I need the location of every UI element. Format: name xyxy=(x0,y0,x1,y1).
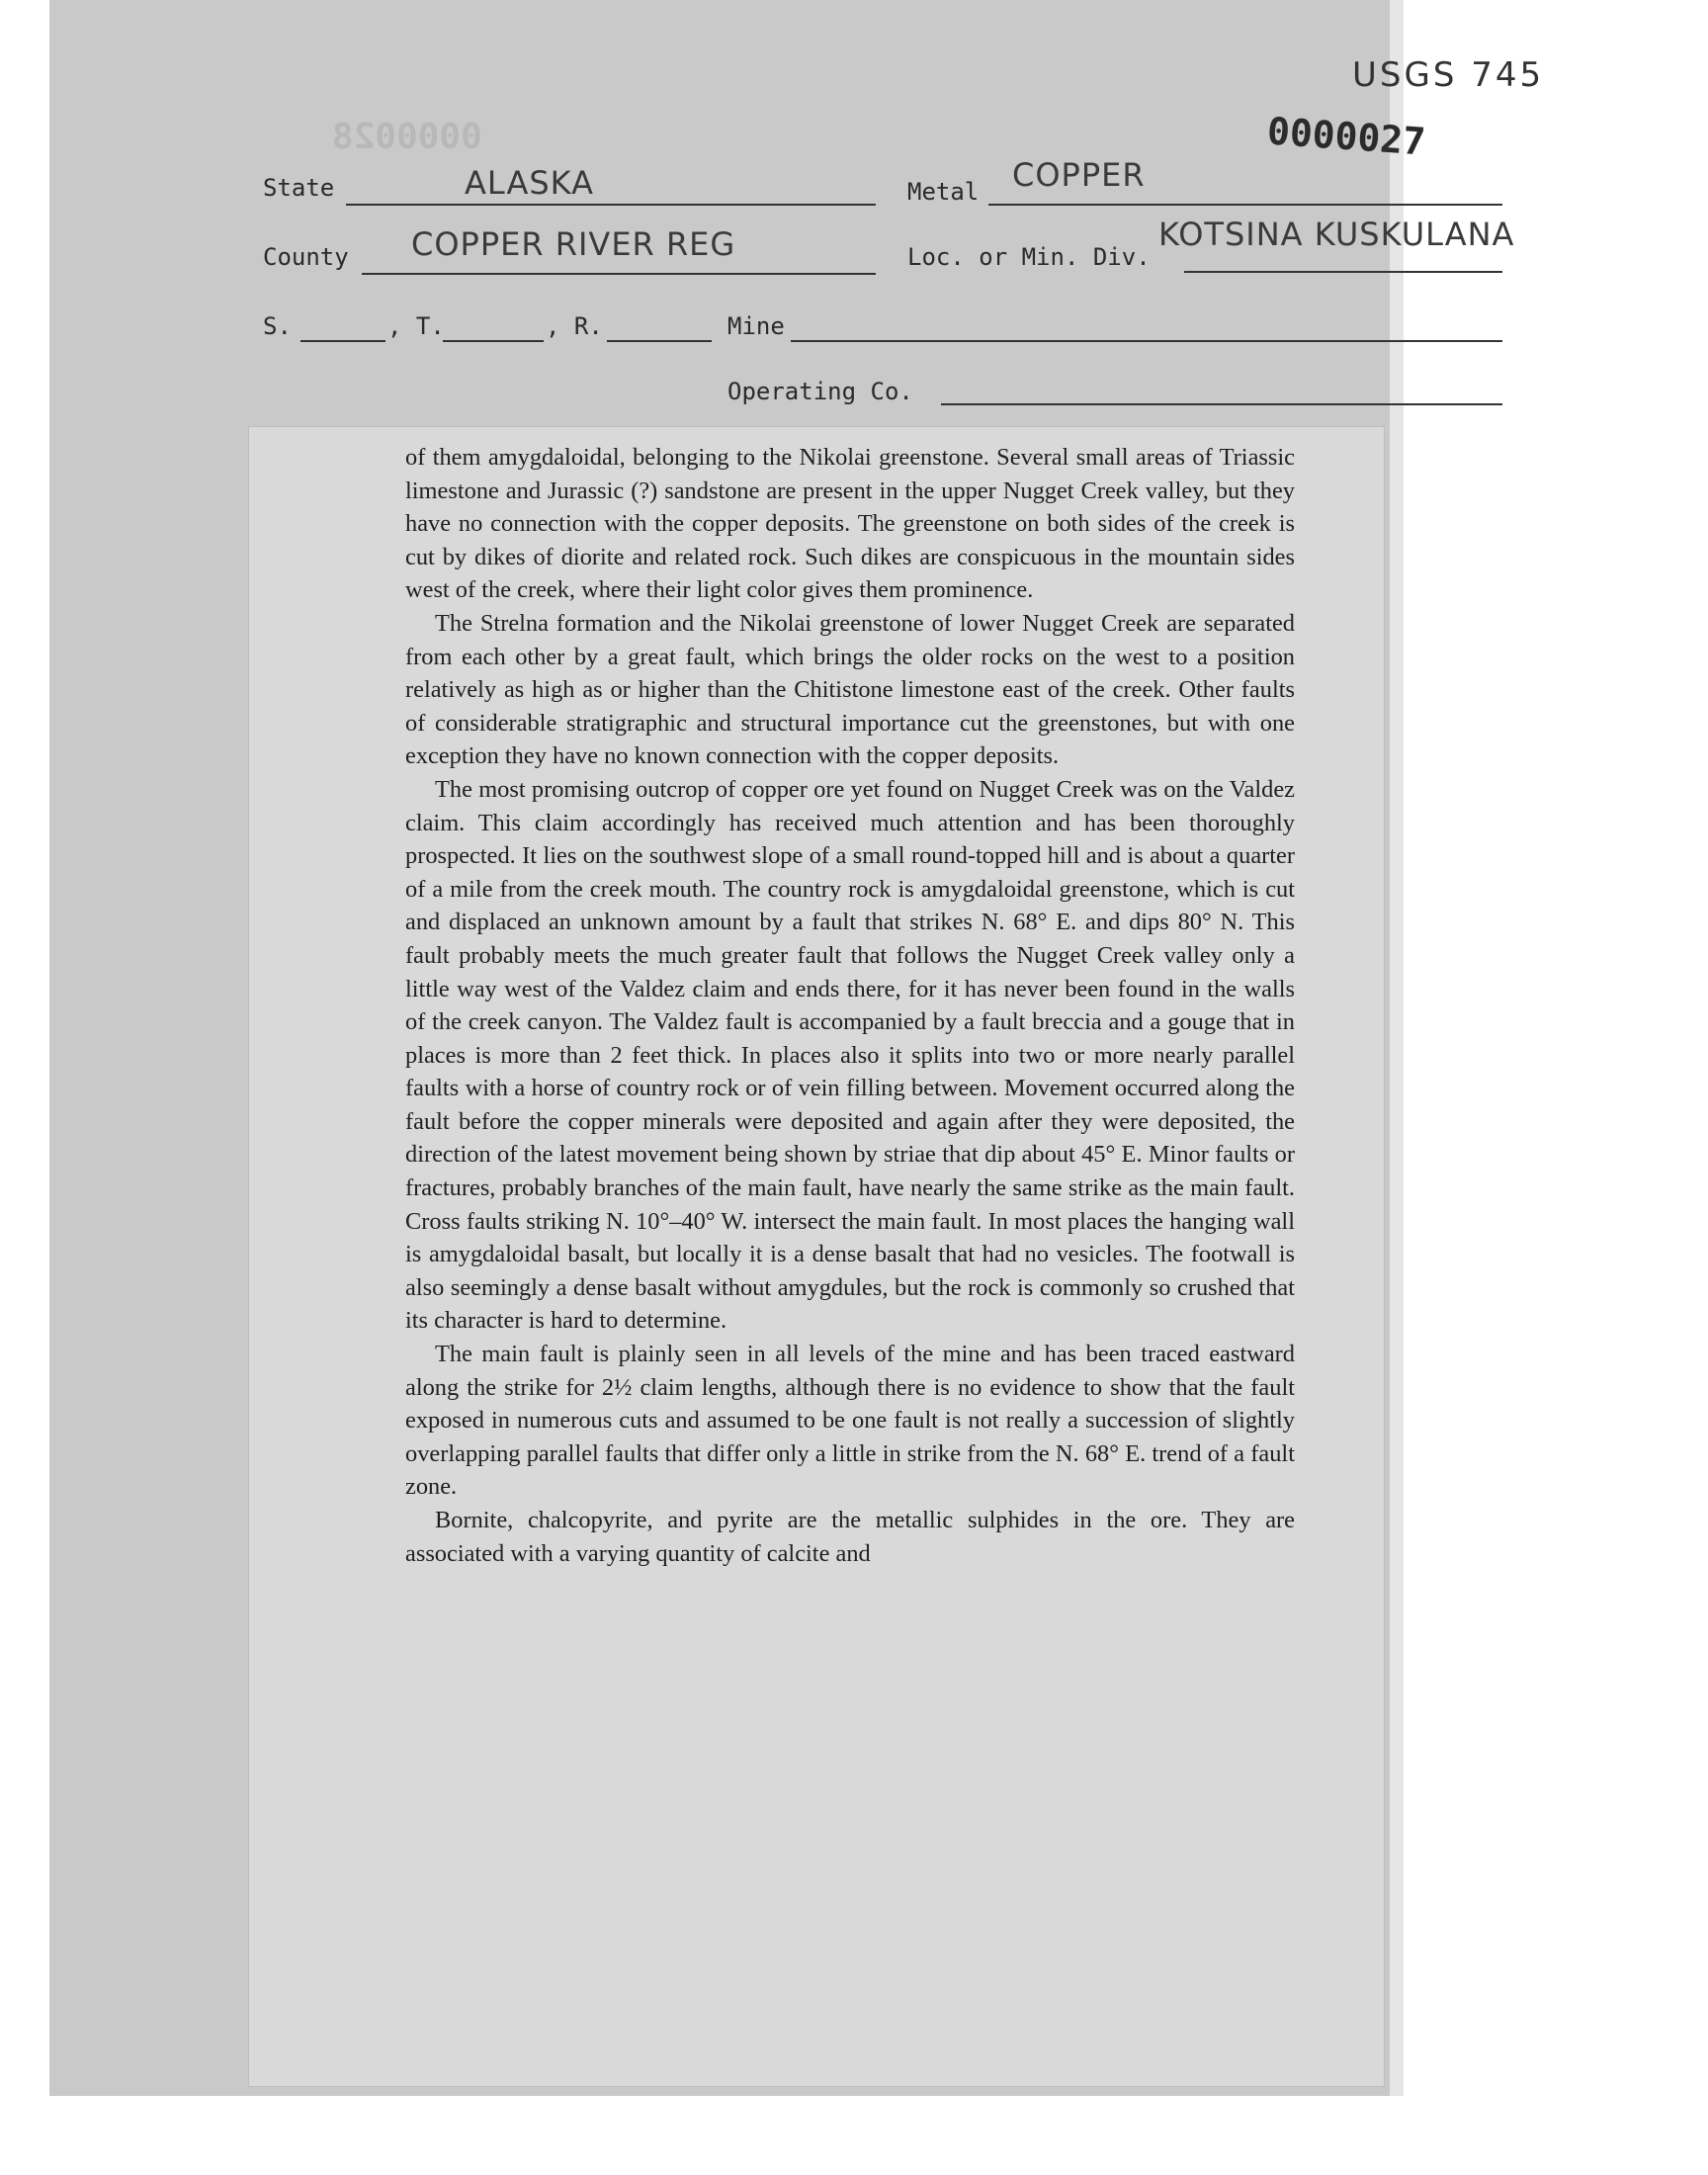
mine-label: Mine xyxy=(727,312,785,340)
county-label: County xyxy=(263,243,349,271)
r-rule xyxy=(607,340,712,342)
county-rule xyxy=(362,273,876,275)
loc-value: KOTSINA KUSKULANA xyxy=(1158,216,1515,253)
operating-rule xyxy=(941,403,1502,405)
operating-label: Operating Co. xyxy=(727,378,913,405)
paragraph: The main fault is plainly seen in all levels of the mine and has been traced eastward along the strike for 2½ claim lengths, although there is no evidence to show that the fault exposed in numerous cuts and assumed to be one fault is not really a succession of slightly overlapping parallel faults that differ only a little in strike from the N. 68° E. trend of a fault zone. xyxy=(405,1341,1295,1501)
paragraph: of them amygdaloidal, belonging to the Nikolai greenstone. Several small areas of Triassic limestone and Jurassic (?) sandstone are present in the upper Nugget Creek valley, but they have no connection with the copper deposits. The greenstone on both sides of the creek is cut by dikes of diorite and related rock. Such dikes are conspicuous in the mountain sides west of the creek, where their light color gives them prominence. xyxy=(405,444,1295,604)
county-value: COPPER RIVER REG xyxy=(411,225,736,263)
metal-label: Metal xyxy=(907,178,980,206)
mine-rule xyxy=(791,340,1502,342)
state-label: State xyxy=(263,174,335,202)
metal-rule xyxy=(988,204,1502,206)
state-rule xyxy=(346,204,876,206)
ghost-number: 0000028 xyxy=(332,117,482,157)
t-label: , T. xyxy=(387,312,445,340)
metal-value: COPPER xyxy=(1012,156,1146,194)
s-label: S. xyxy=(263,312,292,340)
paragraph: Bornite, chalcopyrite, and pyrite are the metallic sulphides in the ore. They are associated with a varying quantity of calcite and xyxy=(405,1507,1295,1567)
stamp-number: 0000027 xyxy=(1265,109,1427,164)
corner-id: USGS 745 xyxy=(1352,55,1545,95)
s-rule xyxy=(300,340,385,342)
t-rule xyxy=(443,340,544,342)
r-label: , R. xyxy=(546,312,603,340)
document-body xyxy=(405,441,1295,1570)
state-value: ALASKA xyxy=(465,164,594,202)
paragraph: The Strelna formation and the Nikolai greenstone of lower Nugget Creek are separated from each other by a great fault, which brings the older rocks on the west to a position relatively as high as or higher than the Chitistone limestone east of the creek. Other faults of considerable stratigraphic and structural importance cut the greenstones, but with one exception they have no known connection with the copper deposits. xyxy=(405,609,1295,770)
paragraph: The most promising outcrop of copper ore yet found on Nugget Creek was on the Valdez claim. This claim accordingly has received much attention and has been thoroughly prospected. It lies on the southwest slope of a small round-topped hill and is about a quarter of a mile from the creek mouth. The country rock is amygdaloidal greenstone, which is cut and displaced an unknown amount by a fault that strikes N. 68° E. and dips 80° N. This fault probably meets the much greater fault that follows the Nugget Creek valley only a little way west of the Valdez claim and ends there, for it has never been found in the walls of the creek canyon. The Valdez fault is accompanied by a fault breccia and a gouge that in places is more than 2 feet thick. In places also it splits into two or more nearly parallel faults with a horse of country rock or of vein filling between. Movement occurred along the fault before the copper minerals were deposited and again after they were deposited, the direction of the latest movement being shown by striae that dip about 45° E. Minor faults or fractures, probably branches of the main fault, have nearly the same strike as the main fault. Cross faults striking N. 10°–40° W. intersect the main fault. In most places the hanging wall is amygdaloidal basalt, but locally it is a dense basalt that had no vesicles. The footwall is also seemingly a dense basalt without amygdules, but the rock is commonly so crushed that its character is hard to determine. xyxy=(405,775,1295,1335)
loc-label: Loc. or Min. Div. xyxy=(907,243,1151,271)
card-edge xyxy=(1390,0,1404,2096)
loc-rule xyxy=(1184,271,1502,273)
